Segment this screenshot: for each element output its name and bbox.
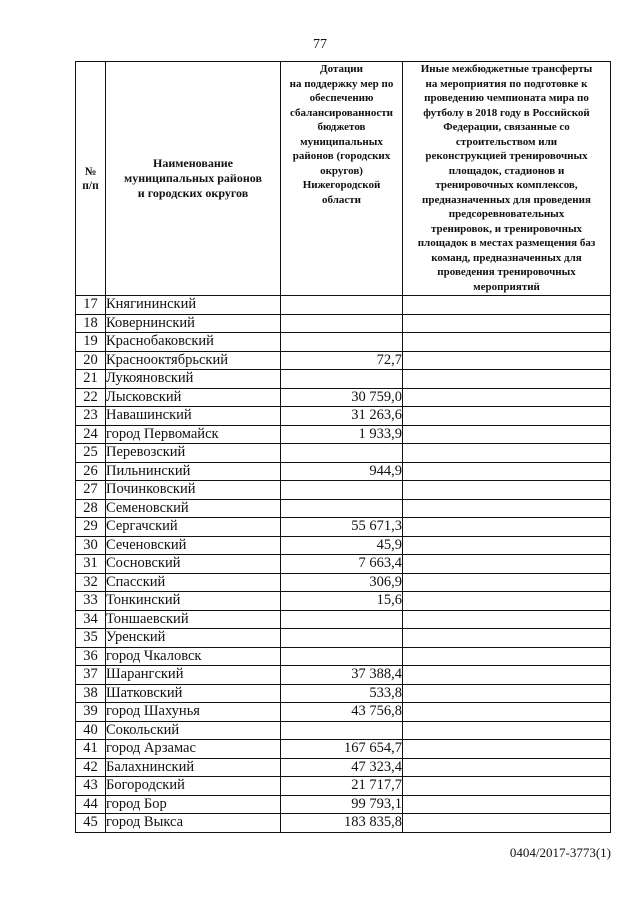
municipality-name: Балахнинский: [106, 758, 281, 777]
row-number: 31: [76, 555, 106, 574]
header-line: футболу в 2018 году в Российской: [423, 106, 590, 119]
header-subsidies: [281, 62, 403, 296]
header-line: Наименование: [153, 156, 233, 170]
header-line: реконструкцией тренировочных: [425, 150, 588, 162]
header-line: тренировочных комплексов,: [435, 179, 578, 191]
transfer-value: [403, 425, 611, 444]
municipality-name: Шарангский: [106, 666, 281, 685]
transfer-value: [403, 795, 611, 814]
transfer-value: [403, 758, 611, 777]
transfer-value: [403, 370, 611, 389]
subsidy-value: [281, 721, 403, 740]
row-number: 40: [76, 721, 106, 740]
row-number: 17: [76, 296, 106, 315]
municipality-name: Краснобаковский: [106, 333, 281, 352]
row-number: 23: [76, 407, 106, 426]
subsidy-value: [281, 296, 403, 315]
municipality-name: город Шахунья: [106, 703, 281, 722]
row-number: 29: [76, 518, 106, 537]
transfer-value: [403, 684, 611, 703]
municipality-name: Спасский: [106, 573, 281, 592]
subsidy-value: [281, 647, 403, 666]
transfer-value: [403, 499, 611, 518]
table-row: [76, 499, 611, 518]
header-line: строительством или: [455, 135, 558, 148]
subsidy-value: [281, 333, 403, 352]
row-number: 38: [76, 684, 106, 703]
table-row: [76, 629, 611, 648]
header-line: п/п: [82, 179, 99, 192]
municipality-name: Семеновский: [106, 499, 281, 518]
subsidy-value: 72,7: [281, 351, 403, 370]
municipality-name: Тоншаевский: [106, 610, 281, 629]
table-row: [76, 647, 611, 666]
municipality-name: город Бор: [106, 795, 281, 814]
header-line: Дотации: [320, 63, 363, 75]
table-row: [76, 721, 611, 740]
row-number: 25: [76, 444, 106, 463]
table-body: [76, 296, 611, 833]
row-number: 26: [76, 462, 106, 481]
subsidy-value: 167 654,7: [281, 740, 403, 759]
municipality-name: Шатковский: [106, 684, 281, 703]
subsidy-value: 43 756,8: [281, 703, 403, 722]
row-number: 19: [76, 333, 106, 352]
header-line: площадок, стадионов и: [448, 164, 565, 177]
municipality-name: Навашинский: [106, 407, 281, 426]
table-row: [76, 777, 611, 796]
row-number: 36: [76, 647, 106, 666]
subsidy-value: 47 323,4: [281, 758, 403, 777]
table-header-row: [76, 62, 611, 296]
table-row: [76, 573, 611, 592]
subsidy-value: [281, 499, 403, 518]
transfer-value: [403, 629, 611, 648]
header-line: №: [84, 165, 97, 178]
transfer-value: [403, 314, 611, 333]
transfer-value: [403, 573, 611, 592]
header-transfers: [403, 62, 611, 296]
municipality-name: Сеченовский: [106, 536, 281, 555]
transfer-value: [403, 333, 611, 352]
municipality-name: Княгининский: [106, 296, 281, 315]
municipality-name: Уренский: [106, 629, 281, 648]
row-number: 28: [76, 499, 106, 518]
municipality-name: Починковский: [106, 481, 281, 500]
subsidy-value: 183 835,8: [281, 814, 403, 833]
table-row: [76, 592, 611, 611]
row-number: 37: [76, 666, 106, 685]
subsidy-value: [281, 444, 403, 463]
subsidy-value: 31 263,6: [281, 407, 403, 426]
header-line: муниципальных районов: [124, 171, 262, 185]
header-line: бюджетов: [317, 121, 366, 133]
subsidy-value: 99 793,1: [281, 795, 403, 814]
transfer-value: [403, 444, 611, 463]
table-row: [76, 314, 611, 333]
table-row: [76, 795, 611, 814]
table-row: [76, 518, 611, 537]
table-row: [76, 388, 611, 407]
row-number: 43: [76, 777, 106, 796]
row-number: 44: [76, 795, 106, 814]
transfer-value: [403, 610, 611, 629]
transfer-value: [403, 666, 611, 685]
row-number: 18: [76, 314, 106, 333]
row-number: 32: [76, 573, 106, 592]
subsidy-value: 21 717,7: [281, 777, 403, 796]
table-row: [76, 481, 611, 500]
subsidy-value: [281, 370, 403, 389]
row-number: 35: [76, 629, 106, 648]
table-row: [76, 462, 611, 481]
row-number: 39: [76, 703, 106, 722]
header-line: сбалансированности: [290, 106, 393, 119]
subsidy-value: 944,9: [281, 462, 403, 481]
subsidy-value: 1 933,9: [281, 425, 403, 444]
subsidy-value: [281, 629, 403, 648]
table-row: [76, 666, 611, 685]
transfer-value: [403, 388, 611, 407]
budget-table: [75, 61, 611, 833]
municipality-name: Лукояновский: [106, 370, 281, 389]
subsidy-value: 533,8: [281, 684, 403, 703]
table-row: [76, 351, 611, 370]
transfer-value: [403, 351, 611, 370]
header-line: Нижегородской: [302, 179, 381, 191]
header-line: Иные межбюджетные трансферты: [420, 63, 593, 75]
transfer-value: [403, 518, 611, 537]
municipality-name: Богородский: [106, 777, 281, 796]
subsidy-value: 37 388,4: [281, 666, 403, 685]
row-number: 30: [76, 536, 106, 555]
subsidy-value: 15,6: [281, 592, 403, 611]
table-row: [76, 555, 611, 574]
table-row: [76, 703, 611, 722]
transfer-value: [403, 481, 611, 500]
row-number: 33: [76, 592, 106, 611]
row-number: 21: [76, 370, 106, 389]
header-line: на поддержку мер по: [289, 77, 394, 90]
table-row: [76, 740, 611, 759]
header-line: проведения тренировочных: [437, 266, 576, 278]
header-line: площадок в местах размещения баз: [417, 237, 596, 249]
row-number: 27: [76, 481, 106, 500]
transfer-value: [403, 592, 611, 611]
row-number: 45: [76, 814, 106, 833]
transfer-value: [403, 740, 611, 759]
document-code: 0404/2017-3773(1): [509, 845, 611, 860]
municipality-name: город Чкаловск: [106, 647, 281, 666]
header-line: Федерации, связанные со: [443, 121, 570, 133]
municipality-name: Ковернинский: [106, 314, 281, 333]
row-number: 41: [76, 740, 106, 759]
municipality-name: город Выкса: [106, 814, 281, 833]
header-line: и городских округов: [137, 186, 249, 200]
header-municipality-name: [106, 62, 281, 296]
table-row: [76, 684, 611, 703]
header-line: обеспечению: [309, 92, 374, 104]
table-row: [76, 333, 611, 352]
municipality-name: Лысковский: [106, 388, 281, 407]
row-number: 20: [76, 351, 106, 370]
transfer-value: [403, 777, 611, 796]
subsidy-value: 45,9: [281, 536, 403, 555]
municipality-name: город Первомайск: [106, 425, 281, 444]
municipality-name: Сокольский: [106, 721, 281, 740]
row-number: 42: [76, 758, 106, 777]
table-row: [76, 536, 611, 555]
municipality-name: Сергачский: [106, 518, 281, 537]
header-line: районов (городских: [292, 150, 391, 162]
subsidy-value: [281, 481, 403, 500]
table-row: [76, 610, 611, 629]
row-number: 34: [76, 610, 106, 629]
subsidy-value: 306,9: [281, 573, 403, 592]
transfer-value: [403, 536, 611, 555]
header-line: округов): [320, 164, 363, 177]
header-number: [76, 62, 106, 296]
header-line: области: [321, 193, 362, 206]
transfer-value: [403, 814, 611, 833]
table-row: [76, 444, 611, 463]
subsidy-value: [281, 610, 403, 629]
header-line: предсоревновательных: [448, 208, 565, 220]
transfer-value: [403, 462, 611, 481]
municipality-name: Пильнинский: [106, 462, 281, 481]
subsidy-value: 55 671,3: [281, 518, 403, 537]
municipality-name: Сосновский: [106, 555, 281, 574]
table-row: [76, 425, 611, 444]
header-line: тренировок, и тренировочных: [430, 222, 583, 235]
table-row: [76, 758, 611, 777]
transfer-value: [403, 647, 611, 666]
page-number: 77: [313, 37, 327, 52]
transfer-value: [403, 703, 611, 722]
municipality-name: Перевозский: [106, 444, 281, 463]
table-row: [76, 407, 611, 426]
municipality-name: Краснооктябрьский: [106, 351, 281, 370]
municipality-name: Тонкинский: [106, 592, 281, 611]
header-line: мероприятий: [473, 280, 540, 293]
transfer-value: [403, 407, 611, 426]
header-line: команд, предназначенных для: [431, 251, 582, 264]
table-row: [76, 814, 611, 833]
row-number: 22: [76, 388, 106, 407]
subsidy-value: 30 759,0: [281, 388, 403, 407]
subsidy-value: 7 663,4: [281, 555, 403, 574]
transfer-value: [403, 296, 611, 315]
subsidy-value: [281, 314, 403, 333]
header-line: муниципальных: [300, 135, 383, 148]
header-line: на мероприятия по подготовке к: [425, 77, 588, 90]
transfer-value: [403, 555, 611, 574]
header-line: предназначенных для проведения: [422, 193, 591, 206]
municipality-name: город Арзамас: [106, 740, 281, 759]
header-line: проведению чемпионата мира по: [424, 92, 589, 104]
row-number: 24: [76, 425, 106, 444]
table-row: [76, 370, 611, 389]
table-row: [76, 296, 611, 315]
transfer-value: [403, 721, 611, 740]
